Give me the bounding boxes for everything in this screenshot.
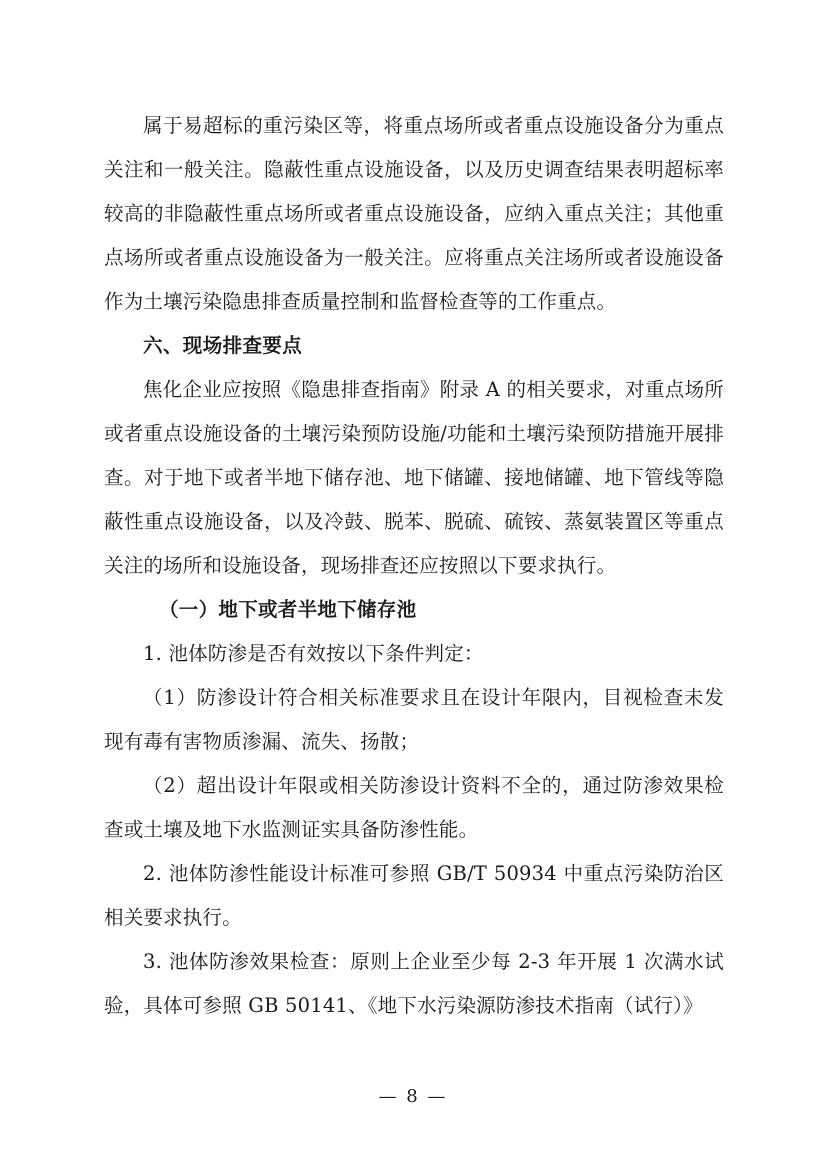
paragraph-item-2: 2. 池体防渗性能设计标准可参照 GB/T 50934 中重点污染防治区相关要求执行。 (104, 862, 724, 929)
paragraph-item-3: 3. 池体防渗效果检查：原则上企业至少每 2-3 年开展 1 次满水试验，具体可参照 GB 50141、《地下水污染源防渗技术指南（试行）》 (104, 950, 724, 1017)
paragraph-item-1: 1. 池体防渗是否有效按以下条件判定： (143, 642, 484, 665)
paragraph-item-1-1: （1）防渗设计符合相关标准要求且在设计年限内，目视检查未发现有毒有害物质渗漏、流失、扬散； (104, 686, 724, 753)
subsection-heading-one: （一）地下或者半地下储存池 (159, 598, 417, 621)
paragraph-inspection-requirements: 焦化企业应按照《隐患排查指南》附录 A 的相关要求，对重点场所或者重点设施设备的土壤污染预防设施/功能和土壤污染预防措施开展排查。对于地下或者半地下储存池、地下储罐、接地储罐、地下管线等隐蔽性重点设施设备，以及冷鼓、脱苯、脱硫、硫铵、蒸氨装置区等重点关注的场所和设施设备，现场排查还应按照以下要求执行。 (104, 378, 724, 577)
document-body (104, 104, 724, 1028)
paragraph-intro: 属于易超标的重污染区等，将重点场所或者重点设施设备分为重点关注和一般关注。隐蔽性重点设施设备，以及历史调查结果表明超标率较高的非隐蔽性重点场所或者重点设施设备，应纳入重点关注；其他重点场所或者重点设施设备为一般关注。应将重点关注场所或者设施设备作为土壤污染隐患排查质量控制和监督检查等的工作重点。 (104, 114, 724, 313)
paragraph-item-1-2: （2）超出设计年限或相关防渗设计资料不全的，通过防渗效果检查或土壤及地下水监测证实具备防渗性能。 (104, 774, 724, 841)
page-number: — 8 — (378, 1086, 448, 1107)
section-heading-six: 六、现场排查要点 (143, 334, 303, 357)
